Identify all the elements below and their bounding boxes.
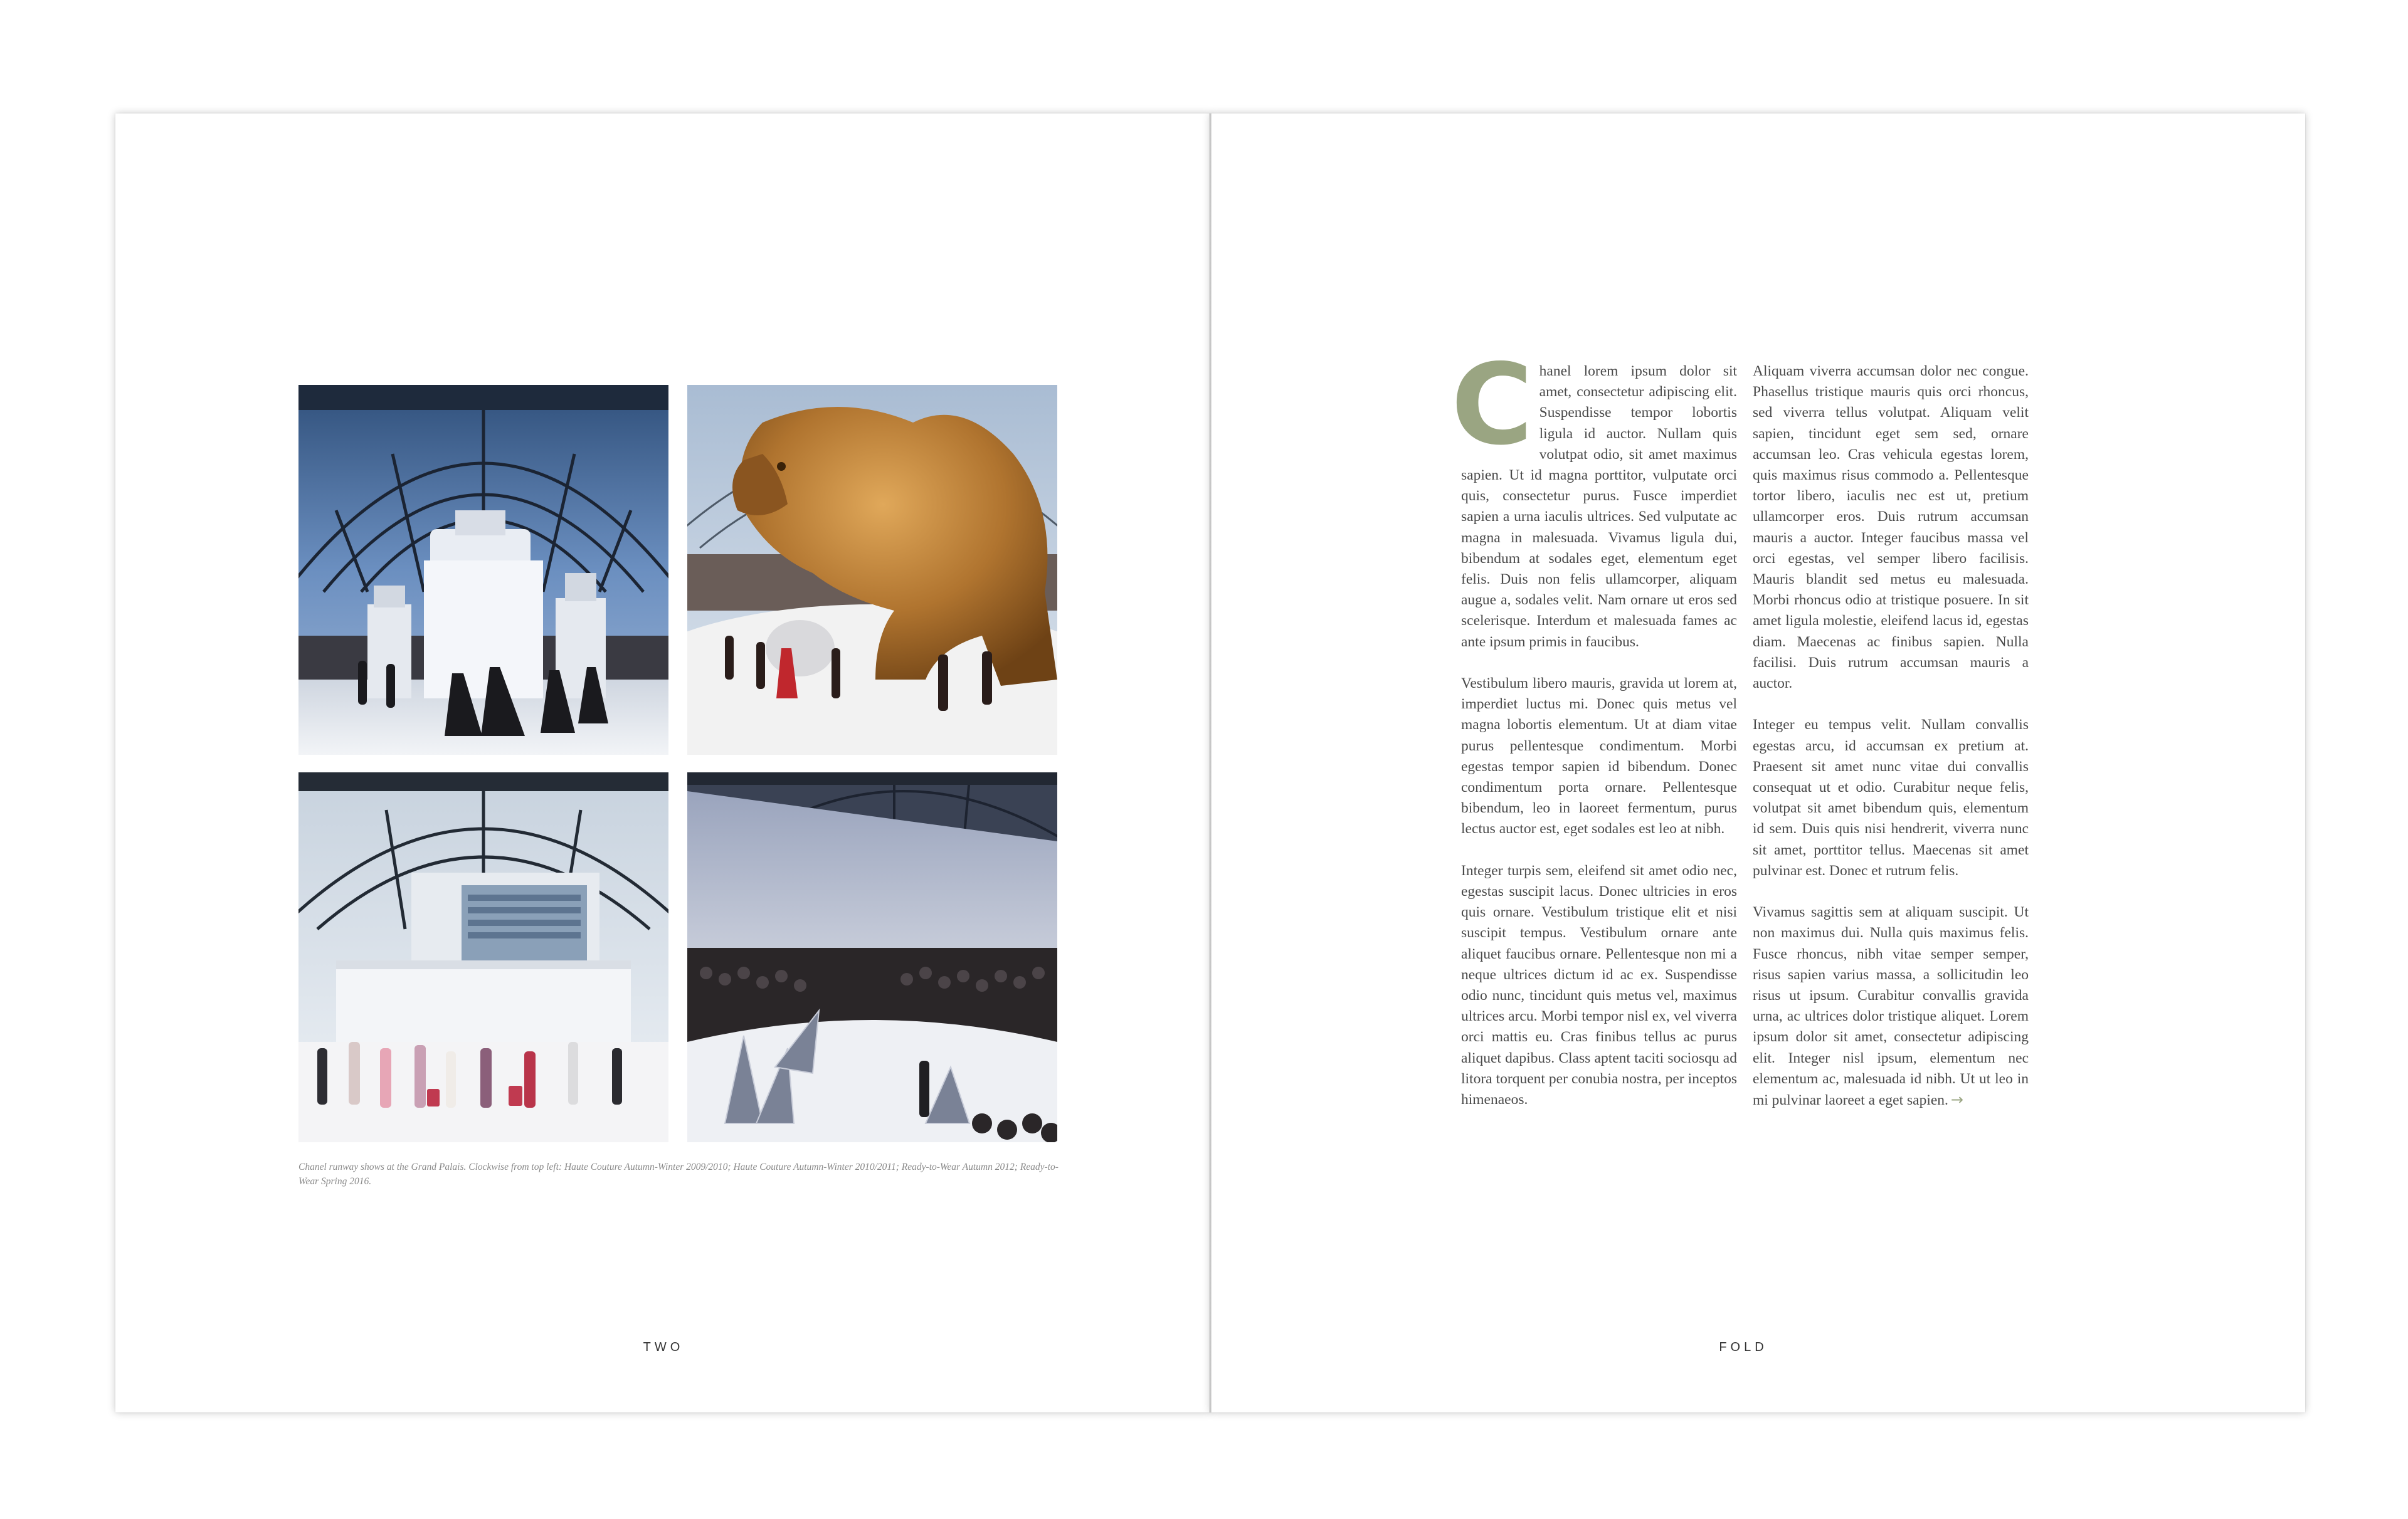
paragraph [1451, 340, 1737, 653]
photo-lion-runway [687, 385, 1057, 755]
photo-caption: Chanel runway shows at the Grand Palais. Clockwise from top left: Haute Couture Autumn-Winter 2009/2010; Haute Couture Autumn-Winter 2010/2011; Ready-to-Wear Autumn 2012; Ready-to-Wear Spring 2016. [298, 1162, 1059, 1187]
paragraph-text: Vivamus sagittis sem at aliquam suscipit. Ut non maximus dui. Nulla quis maximus felis. Fusce rhoncus, nibh vitae semper semper, risus sapien varius massa, a sollicitudin leo risus ut ipsum. Curabitur convallis gravida urna, ac ultrices dolor tristique aliquet. Lorem ipsum dolor sit amet, consectetur adipiscing elit. Integer nisl ipsum, elementum nec elementum ac, malesuada id nibh. Ut ut leo in mi pulvinar laoreet a eget sapien. [1753, 904, 2029, 1109]
left-page [115, 113, 1210, 1412]
photo-crystal-runway [687, 772, 1057, 1142]
paragraph [1753, 902, 2029, 1111]
photo-perfume-bottle-runway [298, 385, 668, 755]
arrow-right-icon: → [1950, 1091, 1964, 1109]
text-column-1 [1451, 340, 1737, 1110]
page-folio-right: FOLD [1719, 1340, 1768, 1354]
text-column-2 [1753, 361, 2029, 1111]
paragraph: Vestibulum libero mauris, gravida ut lorem at, imperdiet luctus mi. Donec quis metus vel magna lobortis elementum. Ut at diam vitae purus pellentesque condimentum. Morbi egestas tempor sapien id bibendum. Donec condimentum porta ornare. Pellentesque bibendum, leo in laoreet fermentum, purus lectus auctor est, eget sodales est leo at nibh. [1461, 675, 1737, 838]
paragraph: Integer turpis sem, eleifend sit amet odio nec, egestas suscipit lacus. Donec ultricies in eros quis ornare. Vestibulum tristique elit et nisi suscipit tempus. Vestibulum ornare ante aliquet faucibus ornare. Pellentesque non mi a neque ultrices dictum id ac ex. Suspendisse odio nunc, tincidunt quis metus vel, maximus ultrices arcu. Morbi tempor nisl ex, vel viverra orci mattis eu. Cras finibus tellus ac purus aliquet dapibus. Class aptent taciti sociosqu ad litora torquent per conubia nostra, per inceptos himenaeos. [1461, 862, 1737, 1108]
paragraph-text: hanel lorem ipsum dolor sit amet, consectetur adipiscing elit. Suspendisse tempor lobortis ligula id auctor. Nullam quis volutpat odio, sit amet maximus sapien. Ut id magna porttitor, vulputate orci quis, consectetur purus. Fusce imperdiet sapien a urna iaculis ultrices. Sed vulputate ac magna in malesuada. Vivamus ligula dui, bibendum at sodales eget, elementum eget felis. Duis non felis ullamcorper, aliquam augue a, sodales velit. Nam ornare ut eros sed scelerisque. Interdum et malesuada fames ac ante ipsum primis in faucibus. [1461, 363, 1737, 650]
page-folio-left: TWO [643, 1340, 684, 1354]
drop-cap: C [1451, 340, 1533, 470]
paragraph: Aliquam viverra accumsan dolor nec congue. Phasellus tristique mauris quis orci rhoncus, sed viverra tellus volutpat. Aliquam velit sapien, tincidunt eget sem sed, ornare accumsan leo. Cras vehicula egestas lorem, quis maximus risus commodo a. Pellentesque tortor libero, iaculis nec est ut, pretium ullamcorper eros. Duis rutrum accumsan mauris a auctor. Integer faucibus massa vel orci egestas, vel semper libero facilisis. Mauris blandit sed metus eu malesuada. Morbi rhoncus odio at tristique posuere. In sit amet ligula molestie, eleifend lacus id, egestas diam. Maecenas ac finibus sapien. Nulla facilisi. Duis rutrum accumsan mauris a auctor. [1753, 363, 2029, 692]
photo-airport-runway [298, 772, 668, 1142]
spine-gutter [1209, 113, 1212, 1412]
paragraph: Integer eu tempus velit. Nullam convallis egestas arcu, id accumsan ex pretium at. Praesent sit amet nunc vitae dui convallis consequat ut et odio. Curabitur neque felis, volutpat sit amet bibendum quis, elementum id sem. Duis quis nisi hendrerit, viverra nunc sit amet, porttitor tellus. Maecenas sit amet pulvinar est. Donec et rutrum felis. [1753, 717, 2029, 879]
